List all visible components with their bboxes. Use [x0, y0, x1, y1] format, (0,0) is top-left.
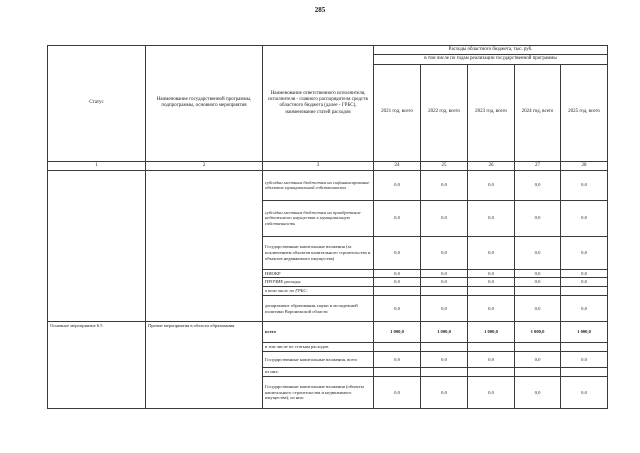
row-label: Государственные капитальные вложения (объекты капитального строительства и недвижимого имущества), из них:	[263, 376, 374, 408]
column-number: 26	[468, 161, 515, 170]
row-value	[468, 343, 515, 352]
row-value	[515, 287, 561, 296]
row-value: 0,0	[515, 376, 561, 408]
row-value: 0,0	[421, 170, 468, 200]
row-value: 0,0	[468, 278, 515, 287]
row-label: всего	[263, 322, 374, 343]
row-value: 0,0	[515, 170, 561, 200]
header-year: 2023 год, всего	[468, 64, 515, 161]
row-value	[468, 287, 515, 296]
row-label: ПРОЧИЕ расходы	[263, 278, 374, 287]
row-value	[421, 368, 468, 377]
row-value: 0,0	[374, 376, 421, 408]
row-value: 0,0	[374, 269, 421, 278]
header-year: 2021 год, всего	[374, 64, 421, 161]
row-label: в том числе по статьям расходов	[263, 343, 374, 352]
row-value: 1 000,0	[515, 322, 561, 343]
row-value: 0,0	[374, 200, 421, 236]
page-number: 285	[314, 6, 326, 14]
row-label: субсидии местным бюджетам на приобретение недвижимого имущества в муниципальную собственность	[263, 200, 374, 236]
row-value	[515, 368, 561, 377]
row-value: 0,0	[468, 236, 515, 269]
header-year: 2022 год, всего	[421, 64, 468, 161]
row-value: 0,0	[561, 170, 608, 200]
row-value	[421, 287, 468, 296]
row-label: субсидии местным бюджетам на софинансирование объектов муниципальной собственности	[263, 170, 374, 200]
header-year: 2024 год, всего	[515, 64, 561, 161]
row-value: 0,0	[515, 278, 561, 287]
header-expenses-title: Расходы областного бюджета, тыс. руб.	[374, 46, 608, 55]
row-value: 0,0	[561, 269, 608, 278]
header-status: Статус	[48, 46, 146, 162]
column-number: 25	[421, 161, 468, 170]
row-value: 0,0	[515, 352, 561, 368]
row-value: 1 000,0	[421, 322, 468, 343]
row-label: из них:	[263, 368, 374, 377]
column-number: 1	[48, 161, 146, 170]
row-label: Государственные капитальные вложения, всего	[263, 352, 374, 368]
row-value: 0,0	[468, 352, 515, 368]
row-value: 0,0	[468, 200, 515, 236]
row-value: 0,0	[561, 200, 608, 236]
event-status: Основное мероприятие 6.5	[48, 322, 146, 409]
row-value: 0,0	[374, 296, 421, 322]
row-value: 0,0	[421, 352, 468, 368]
row-value	[374, 343, 421, 352]
row-label: департамент образования, науки и молодежной политики Воронежской области	[263, 296, 374, 322]
column-number: 3	[263, 161, 374, 170]
row-value: 0,0	[515, 269, 561, 278]
row-value: 0,0	[468, 170, 515, 200]
row-label: в том числе по ГРБС:	[263, 287, 374, 296]
column-number: 27	[515, 161, 561, 170]
row-value: 0,0	[421, 296, 468, 322]
column-number: 28	[561, 161, 608, 170]
row-value	[421, 343, 468, 352]
row-value: 0,0	[561, 278, 608, 287]
budget-table	[47, 45, 608, 409]
row-value	[561, 287, 608, 296]
row-value: 0,0	[421, 200, 468, 236]
row-value	[561, 343, 608, 352]
row-value	[374, 368, 421, 377]
row-value	[374, 287, 421, 296]
row-value: 1 000,0	[561, 322, 608, 343]
row-label: Государственные капитальные вложения (за исключением объектов капитального строительства и объектов недвижимого имущества)	[263, 236, 374, 269]
row-value	[468, 368, 515, 377]
row-value: 0,0	[515, 236, 561, 269]
event-name: Прочие мероприятия в области образования	[146, 322, 263, 409]
row-value: 0,0	[421, 376, 468, 408]
row-value: 0,0	[561, 376, 608, 408]
row-value: 0,0	[561, 296, 608, 322]
status-cell-empty	[48, 170, 146, 321]
row-value: 0,0	[561, 236, 608, 269]
row-value: 0,0	[374, 278, 421, 287]
row-value	[515, 343, 561, 352]
row-value: 0,0	[421, 269, 468, 278]
row-value: 0,0	[374, 236, 421, 269]
column-number: 2	[146, 161, 263, 170]
row-value: 0,0	[468, 269, 515, 278]
column-number: 24	[374, 161, 421, 170]
row-value: 0,0	[421, 278, 468, 287]
program-cell-empty	[146, 170, 263, 321]
row-label: НИОКР	[263, 269, 374, 278]
row-value: 0,0	[468, 376, 515, 408]
header-executor: Наименование ответственного исполнителя, исполнителя - главного распорядителя средств областного бюджета (далее - ГРБС), наименование статей расходов	[263, 46, 374, 162]
header-years-subtitle: в том числе по годам реализации государственной программы	[374, 55, 608, 64]
header-year: 2025 год, всего	[561, 64, 608, 161]
row-value: 0,0	[468, 296, 515, 322]
row-value: 0,0	[515, 296, 561, 322]
row-value: 1 000,0	[468, 322, 515, 343]
row-value: 0,0	[374, 170, 421, 200]
row-value: 0,0	[421, 236, 468, 269]
header-program-name: Наименование государственной программы, подпрограммы, основного мероприятия	[146, 46, 263, 162]
row-value: 0,0	[561, 352, 608, 368]
row-value: 1 000,0	[374, 322, 421, 343]
row-value	[561, 368, 608, 377]
row-value: 0,0	[515, 200, 561, 236]
row-value: 0,0	[374, 352, 421, 368]
